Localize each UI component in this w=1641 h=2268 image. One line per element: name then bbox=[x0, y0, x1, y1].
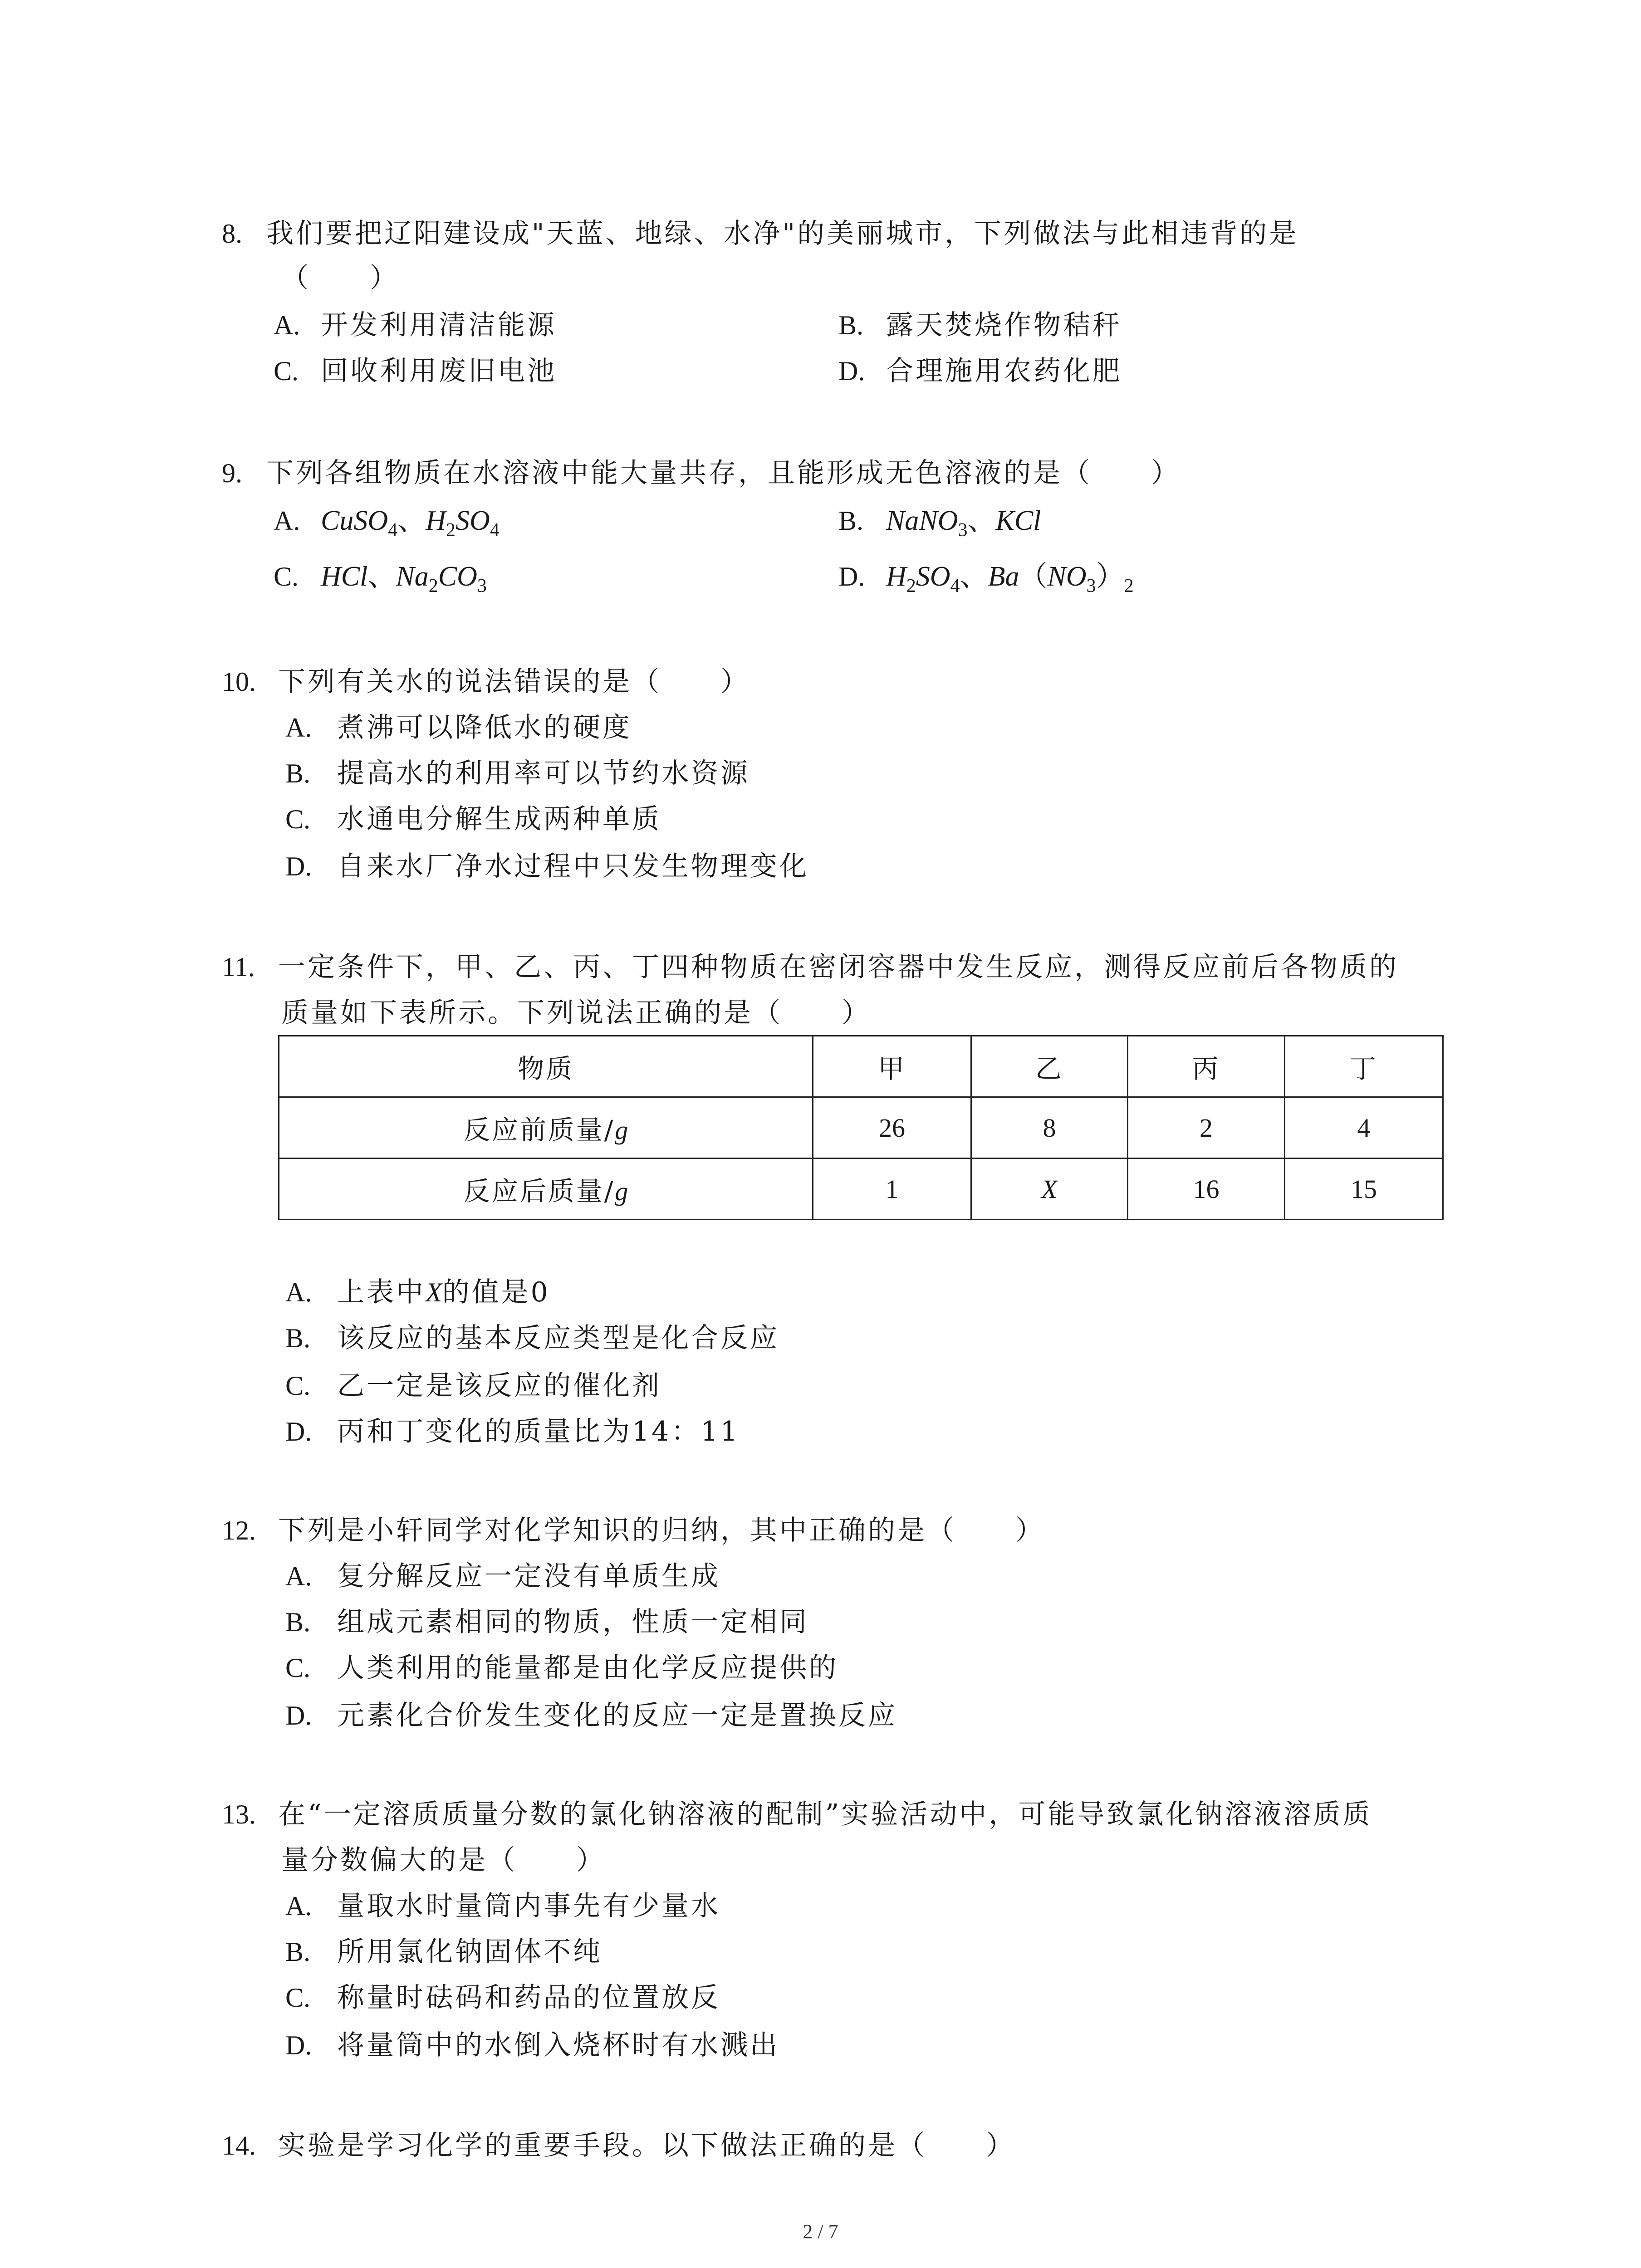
option-c-text: 乙一定是该反应的催化剂 bbox=[337, 1370, 661, 1402]
question-stem-continued: 质量如下表所示。下列说法正确的是（ ） bbox=[281, 997, 871, 1029]
question-stem-continued: 量分数偏大的是（ ） bbox=[281, 1844, 606, 1876]
formula-symbol: CO bbox=[438, 561, 477, 592]
table-header-cell: 甲 bbox=[813, 1036, 971, 1097]
option-c-text: 人类利用的能量都是由化学反应提供的 bbox=[337, 1652, 838, 1684]
table-row bbox=[279, 1158, 1443, 1220]
formula-subscript: 3 bbox=[477, 576, 487, 596]
option-b-text: 提高水的利用率可以节约水资源 bbox=[337, 758, 750, 789]
table-cell: X bbox=[971, 1158, 1128, 1220]
option-d-label: D. bbox=[285, 851, 312, 881]
option-d-text: 丙和丁变化的质量比为14：11 bbox=[337, 1416, 740, 1447]
question-number: 8. bbox=[222, 219, 242, 249]
option-b-text: 露天焚烧作物秸秆 bbox=[886, 309, 1122, 341]
formula-subscript: 2 bbox=[446, 520, 456, 541]
question-stem: 下列是小轩同学对化学知识的归纳，其中正确的是（ ） bbox=[278, 1515, 1045, 1546]
option-b-label: B. bbox=[285, 1607, 311, 1637]
question-number: 11. bbox=[222, 952, 255, 982]
option-c-text: 称量时砝码和药品的位置放反 bbox=[337, 1982, 720, 2014]
table-header-cell: 物质 bbox=[279, 1036, 813, 1097]
table-row bbox=[279, 1097, 1443, 1158]
option-a-text: 复分解反应一定没有单质生成 bbox=[337, 1560, 720, 1592]
option-b-text: 该反应的基本反应类型是化合反应 bbox=[337, 1322, 779, 1354]
option-a-formula: CuSO$_4$、$H_2SO_4$ bbox=[321, 505, 500, 541]
question-number: 10. bbox=[222, 667, 256, 697]
option-b-label: B. bbox=[838, 310, 864, 340]
option-b-text: 所用氯化钠固体不纯 bbox=[337, 1936, 603, 1968]
option-c-text: 回收利用废旧电池 bbox=[321, 355, 557, 387]
option-a-label: A. bbox=[285, 1561, 312, 1591]
option-a-label: A. bbox=[285, 1891, 312, 1921]
table-header-row bbox=[279, 1036, 1443, 1097]
question-stem: 下列有关水的说法错误的是（ ） bbox=[278, 666, 750, 698]
table-cell: 4 bbox=[1285, 1097, 1443, 1158]
option-c-label: C. bbox=[285, 804, 311, 834]
formula-symbol: H bbox=[426, 505, 446, 536]
page-number: 2 / 7 bbox=[803, 2220, 838, 2243]
formula-symbol: H bbox=[886, 561, 906, 592]
option-d-text: 合理施用农药化肥 bbox=[886, 355, 1122, 387]
option-c-label: C. bbox=[285, 1653, 311, 1683]
formula-symbol: NO bbox=[1047, 561, 1087, 592]
question-number: 12. bbox=[222, 1515, 256, 1545]
option-d-label: D. bbox=[285, 1701, 312, 1730]
italic-variable: X bbox=[426, 1277, 442, 1307]
option-d-label: D. bbox=[838, 356, 865, 386]
table-header-cell: 乙 bbox=[971, 1036, 1128, 1097]
formula-subscript: 3 bbox=[1086, 576, 1096, 596]
formula-symbol: HCl bbox=[321, 561, 368, 592]
italic-variable: g bbox=[615, 1115, 628, 1145]
formula-subscript: 2 bbox=[1124, 576, 1134, 596]
formula-symbol: NaNO bbox=[886, 505, 958, 536]
question-number: 14. bbox=[222, 2131, 256, 2160]
question-number: 9. bbox=[222, 458, 242, 488]
option-d-text: 元素化合价发生变化的反应一定是置换反应 bbox=[337, 1700, 897, 1731]
table-header-cell: 丁 bbox=[1285, 1036, 1443, 1097]
italic-variable: g bbox=[615, 1177, 628, 1206]
answer-blank: （ ） bbox=[281, 262, 399, 294]
question-stem: 一定条件下，甲、乙、丙、丁四种物质在密闭容器中发生反应，测得反应前后各物质的 bbox=[278, 951, 1399, 983]
option-b-formula: NaNO$_3$、KCl bbox=[886, 505, 1041, 541]
mass-data-table bbox=[278, 1035, 1444, 1220]
option-a-label: A. bbox=[285, 713, 312, 743]
option-b-label: B. bbox=[838, 506, 864, 536]
formula-subscript: 4 bbox=[950, 576, 960, 596]
option-c-text: 水通电分解生成两种单质 bbox=[337, 803, 661, 835]
question-number: 13. bbox=[222, 1799, 256, 1829]
option-c-label: C. bbox=[285, 1371, 311, 1401]
option-a-text: 煮沸可以降低水的硬度 bbox=[337, 712, 632, 743]
option-a-label: A. bbox=[274, 310, 300, 340]
option-d-text: 自来水厂净水过程中只发生物理变化 bbox=[337, 850, 809, 882]
option-a-text: 开发利用清洁能源 bbox=[321, 309, 557, 341]
formula-symbol: KCl bbox=[995, 505, 1041, 536]
option-b-label: B. bbox=[285, 758, 311, 788]
table-cell: 15 bbox=[1285, 1158, 1443, 1220]
option-b-label: B. bbox=[285, 1323, 311, 1353]
option-c-label: C. bbox=[285, 1983, 311, 2013]
option-c-formula: HCl、$Na_2CO_3$ bbox=[321, 561, 487, 596]
formula-subscript: 2 bbox=[428, 576, 438, 596]
option-b-label: B. bbox=[285, 1937, 311, 1967]
option-c-label: C. bbox=[274, 562, 299, 591]
table-cell: 26 bbox=[813, 1097, 971, 1158]
option-d-label: D. bbox=[285, 1417, 312, 1447]
table-header-cell: 丙 bbox=[1128, 1036, 1285, 1097]
question-stem: 在“一定溶质质量分数的氯化钠溶液的配制”实验活动中，可能导致氯化钠溶液溶质质 bbox=[278, 1799, 1372, 1830]
option-a-text: 上表中X的值是0 bbox=[337, 1276, 550, 1308]
table-row-label: 反应前质量/g bbox=[279, 1097, 813, 1158]
formula-symbol: SO bbox=[455, 505, 490, 536]
option-c-label: C. bbox=[274, 356, 299, 386]
option-d-label: D. bbox=[838, 562, 865, 591]
table-cell: 2 bbox=[1128, 1097, 1285, 1158]
option-a-text: 量取水时量筒内事先有少量水 bbox=[337, 1890, 720, 1922]
option-b-text: 组成元素相同的物质，性质一定相同 bbox=[337, 1606, 809, 1638]
table-cell: 16 bbox=[1128, 1158, 1285, 1220]
option-a-label: A. bbox=[285, 1277, 312, 1307]
table-cell: 8 bbox=[971, 1097, 1128, 1158]
option-d-text: 将量筒中的水倒入烧杯时有水溅出 bbox=[337, 2029, 779, 2061]
option-d-formula: $H_2SO_4$、$Ba(NO_3)_2$ bbox=[886, 561, 1134, 596]
question-stem: 我们要把辽阳建设成"天蓝、地绿、水净"的美丽城市，下列做法与此相违背的是 bbox=[266, 218, 1299, 249]
table-row-label: 反应后质量/g bbox=[279, 1158, 813, 1220]
question-stem: 下列各组物质在水溶液中能大量共存，且能形成无色溶液的是（ ） bbox=[266, 457, 1181, 489]
formula-subscript: 4 bbox=[388, 520, 398, 541]
formula-subscript: 2 bbox=[906, 576, 916, 596]
option-d-label: D. bbox=[285, 2030, 312, 2060]
formula-subscript: 4 bbox=[490, 520, 500, 541]
option-a-label: A. bbox=[274, 506, 300, 536]
formula-symbol: SO bbox=[916, 561, 950, 592]
formula-symbol: Ba bbox=[988, 561, 1019, 592]
question-stem: 实验是学习化学的重要手段。以下做法正确的是（ ） bbox=[278, 2130, 1015, 2161]
formula-symbol: Na bbox=[396, 561, 429, 592]
table-cell: 1 bbox=[813, 1158, 971, 1220]
formula-symbol: CuSO bbox=[321, 505, 388, 536]
formula-subscript: 3 bbox=[958, 520, 968, 541]
